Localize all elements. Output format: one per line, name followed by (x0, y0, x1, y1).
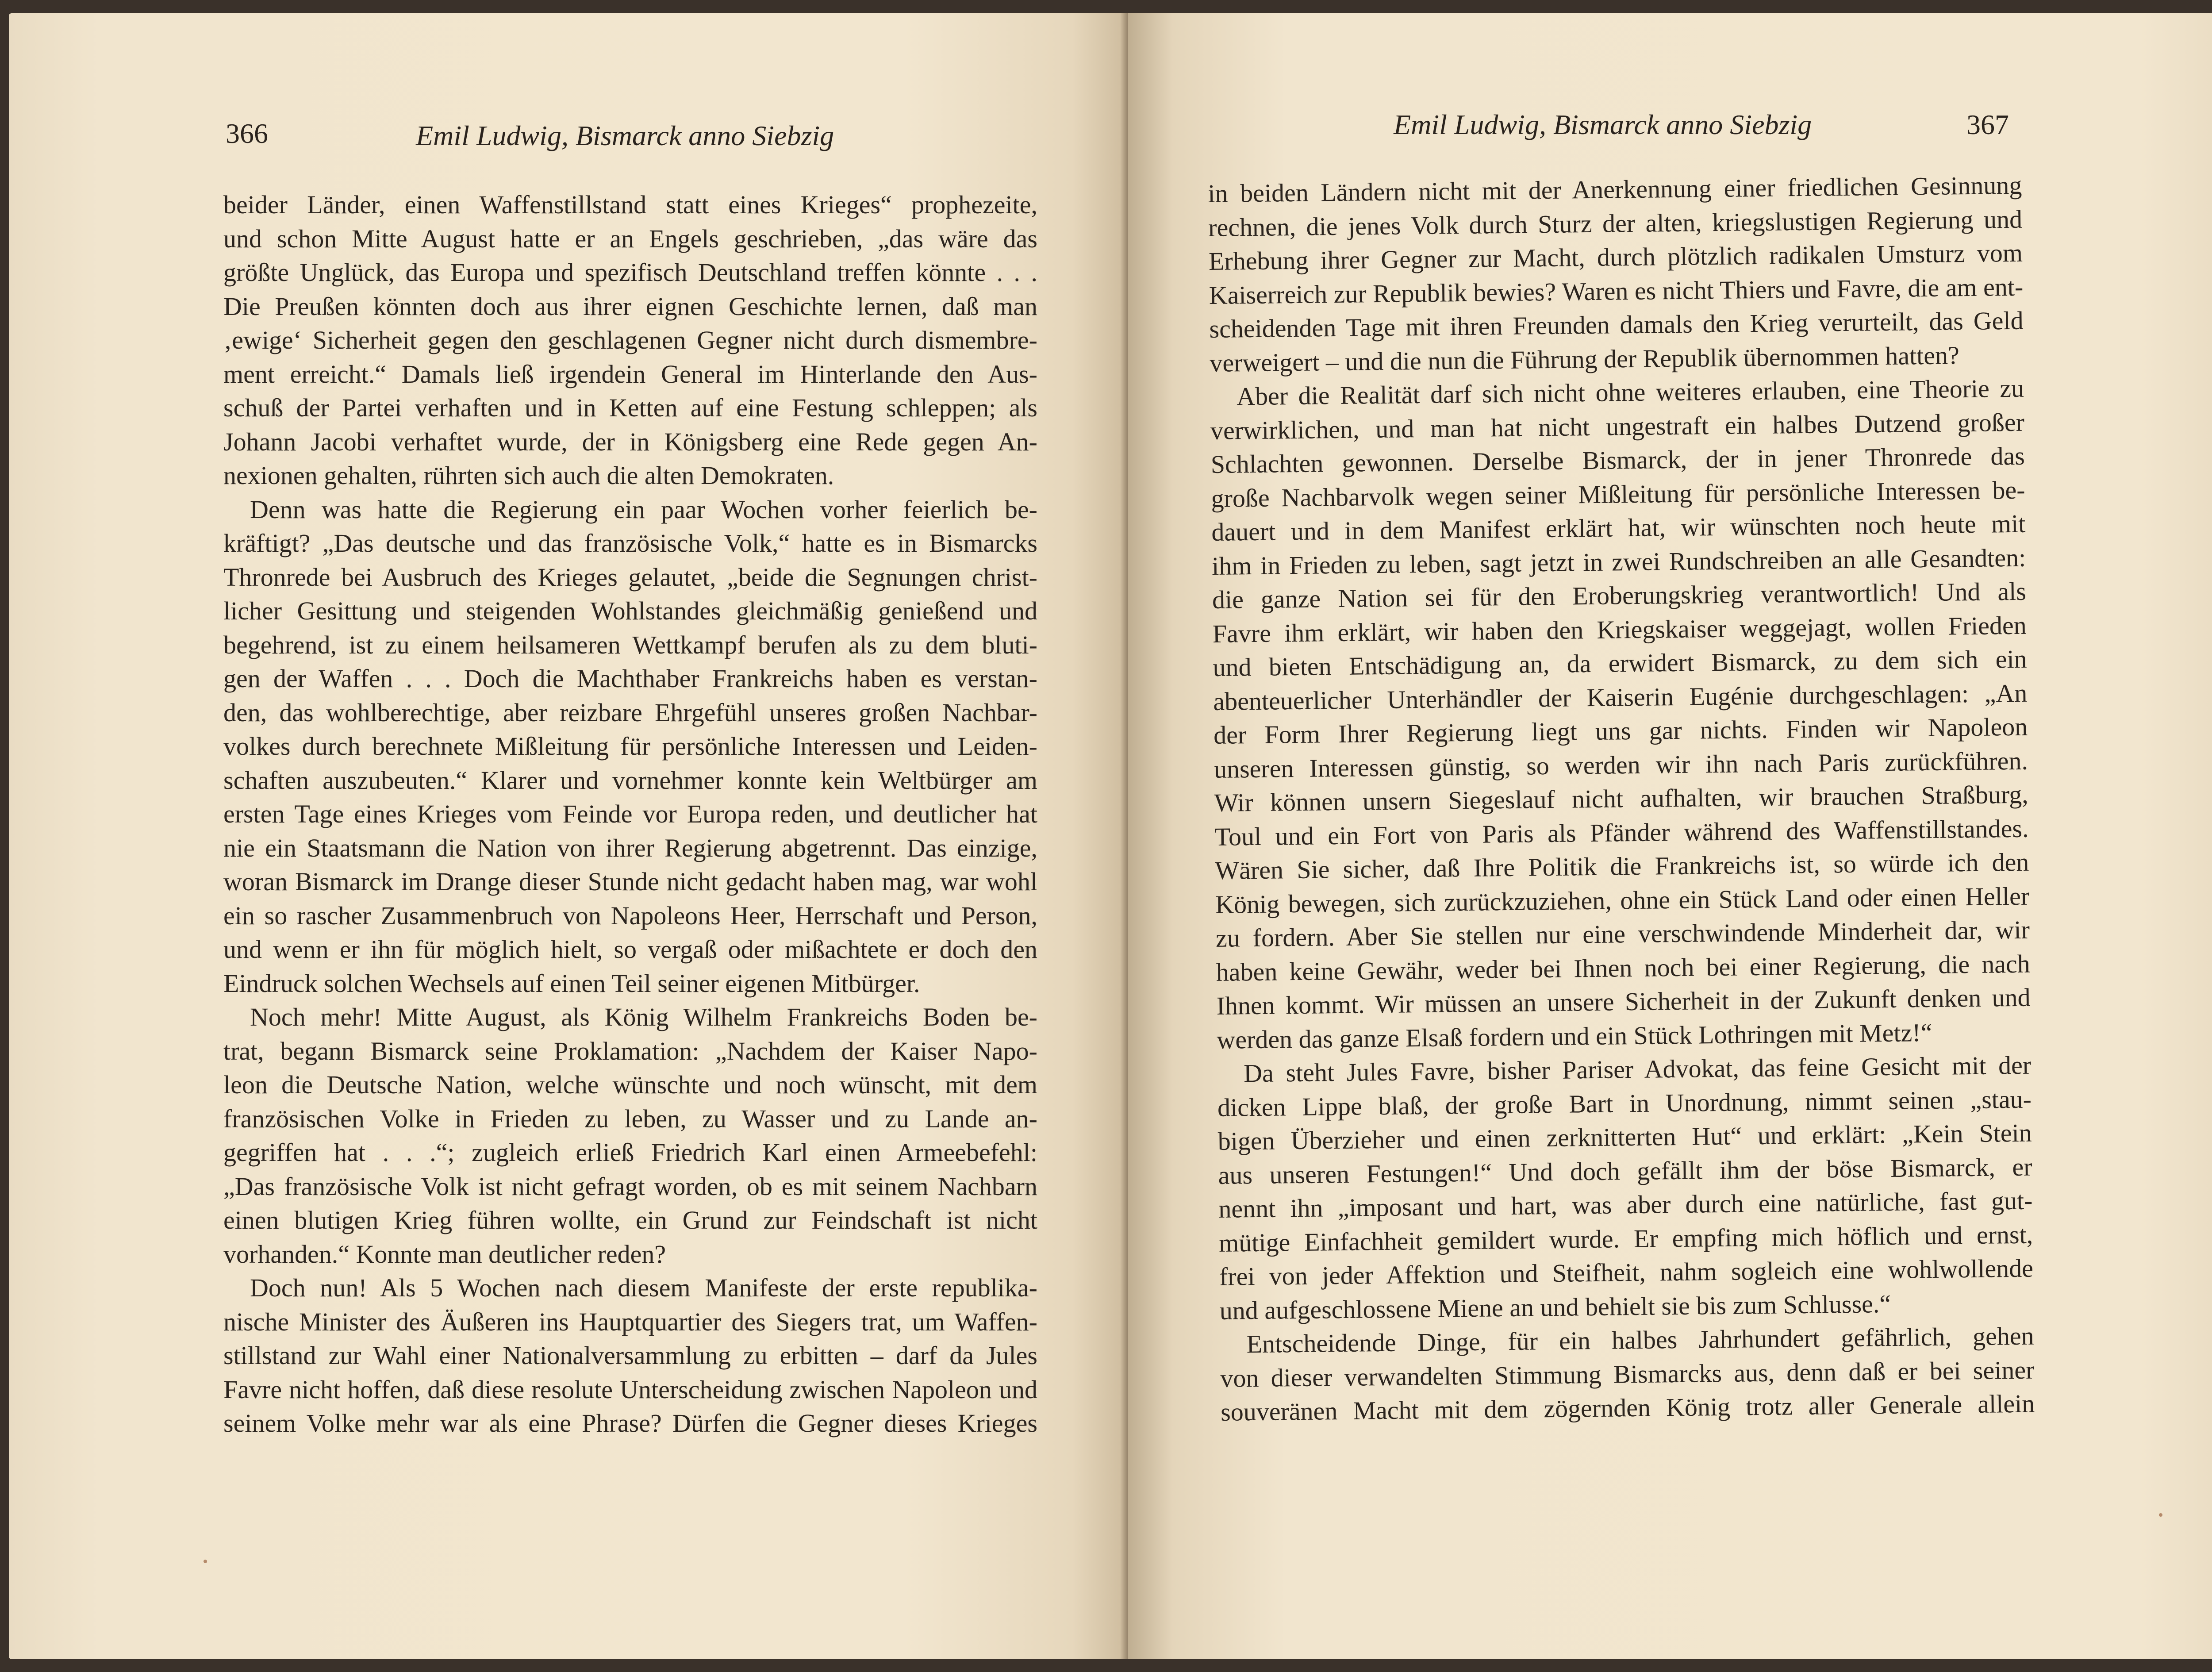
text-line: frei von jeder Affektion und Steifheit, nahm sogleich eine wohlwollende (1219, 1253, 2034, 1291)
text-line: werden das ganze Elsaß fordern und ein Stück Lothringen mit Metz!“ (1217, 1018, 1932, 1054)
running-head: Emil Ludwig, Bismarck anno Siebzig (1394, 109, 1812, 140)
text-line: trat, begann Bismarck seine Proklamation: „Nachdem der Kaiser Napo- (223, 1036, 1037, 1065)
text-line: ment erreicht.“ Damals ließ irgendein General im Hinterlande den Aus- (223, 359, 1037, 388)
text-line: Eindruck solchen Wechsels auf einen Teil seiner eigenen Mitbürger. (223, 969, 920, 998)
text-line: „Das französische Volk ist nicht gefragt worden, ob es mit seinem Nachbarn (223, 1172, 1037, 1201)
text-line: Johann Jacobi verhaftet wurde, der in Königsberg eine Rede gegen An- (223, 427, 1037, 456)
text-line: Die Preußen könnten doch aus ihrer eignen Geschichte lernen, daß man (223, 292, 1037, 321)
text-line: nexionen gehalten, rührten sich auch die alten Demokraten. (223, 461, 834, 490)
text-line: dauert und in dem Manifest erklärt hat, wir wünschten noch heute mit (1211, 509, 2026, 546)
text-line: Noch mehr! Mitte August, als König Wilhelm Frankreichs Boden be- (250, 1003, 1037, 1031)
text-line: Aber die Realität darf sich nicht ohne weiteres erlauben, eine Theorie zu (1236, 373, 2024, 411)
text-line: verwirklichen, und man hat nicht ungestraft ein halbes Dutzend großer (1210, 407, 2025, 445)
text-line: dicken Lippe blaß, der große Bart in Unordnung, nimmt seinen „stau- (1217, 1084, 2032, 1122)
right-text-block (1208, 169, 2035, 1430)
text-line: den, das wohlberechtige, aber reizbare Ehrgefühl unseres großen Nachbar- (223, 698, 1037, 727)
text-line: Wir können unsern Siegeslauf nicht aufhalten, wir brauchen Straßburg, (1214, 780, 2029, 817)
text-line: Favre ihm erklärt, wir haben den Kriegskaiser weggejagt, wollen Frieden (1212, 611, 2027, 648)
text-line: gegriffen hat . . .“; zugleich erließ Friedrich Karl einen Armeebefehl: (223, 1138, 1037, 1167)
text-line: bigen Überzieher und einen zerknitterten Hut“ und erklärt: „Kein Stein (1217, 1118, 2032, 1156)
text-line: aus unseren Festungen!“ Und doch gefällt ihm der böse Bismarck, er (1218, 1152, 2032, 1190)
text-line: und wenn er ihn für möglich hielt, so vergaß oder mißachtete er doch den (223, 935, 1037, 964)
text-line: verweigert – und die nun die Führung der Republik übernommen hatten? (1210, 340, 1960, 377)
text-line: abenteuerlicher Unterhändler der Kaiserin Eugénie durchgeschlagen: „An (1213, 678, 2028, 716)
text-line: Schlachten gewonnen. Derselbe Bismarck, der in jener Thronrede das (1210, 441, 2025, 479)
text-line: schuß der Partei verhaften und in Ketten auf eine Festung schleppen; als (223, 393, 1037, 422)
text-line: licher Gesittung und steigenden Wohlstandes gleichmäßig genießend und (223, 596, 1037, 625)
text-line: schaften auszubeuten.“ Klarer und vornehmer konnte kein Weltbürger am (223, 765, 1037, 795)
text-line: Denn was hatte die Regierung ein paar Wochen vorher feierlich be- (250, 495, 1037, 524)
running-head: Emil Ludwig, Bismarck anno Siebzig (416, 120, 834, 151)
text-line: seinem Volke mehr war als eine Phrase? Dürfen die Gegner dieses Krieges (223, 1409, 1037, 1438)
text-line: Doch nun! Als 5 Wochen nach diesem Manifeste der erste republika- (250, 1273, 1037, 1302)
text-line: der Form Ihrer Regierung liegt uns gar nichts. Finden wir Napoleon (1213, 712, 2028, 750)
text-line: von dieser verwandelten Stimmung Bismarcks aus, denn daß er bei seiner (1220, 1355, 2035, 1393)
text-line: Entscheidende Dinge, für ein halbes Jahrhundert gefährlich, gehen (1246, 1321, 2034, 1359)
paper-speck (2159, 1513, 2162, 1517)
text-line: und bieten Entschädigung an, da erwidert Bismarck, zu dem sich ein (1213, 644, 2027, 682)
text-line: Wären Sie sicher, daß Ihre Politik die Frankreichs ist, so würde ich den (1215, 847, 2029, 885)
text-line: und schon Mitte August hatte er an Engels geschrieben, „das wäre das (223, 224, 1037, 253)
text-line: die ganze Nation sei für den Eroberungskrieg verantwortlich! Und als (1212, 577, 2027, 614)
text-line: Favre nicht hoffen, daß diese resolute Unterscheidung zwischen Napoleon und (223, 1375, 1037, 1404)
page-number: 366 (226, 118, 268, 149)
left-text-block (223, 188, 1037, 1441)
text-line: nennt ihn „imposant und hart, was aber durch eine natürliche, fast gut- (1218, 1186, 2033, 1223)
text-line: gen der Waffen . . . Doch die Machthaber Frankreichs haben es verstan- (223, 664, 1037, 693)
text-line: französischen Volke in Frieden zu leben, zu Wasser und zu Lande an- (223, 1104, 1037, 1133)
left-page (9, 13, 1128, 1659)
text-line: woran Bismarck im Drange dieser Stunde nicht gedacht haben mag, war wohl (223, 867, 1037, 896)
text-line: stillstand zur Wahl einer Nationalversammlung zu erbitten – darf da Jules (223, 1341, 1037, 1370)
text-line: einen blutigen Krieg führen wollte, ein Grund zur Feindschaft ist nicht (223, 1206, 1037, 1234)
text-line: ‚ewige‘ Sicherheit gegen den geschlagenen Gegner nicht durch dismembre- (223, 326, 1037, 354)
text-line: und aufgeschlossene Miene an und behielt sie bis zum Schlusse.“ (1219, 1289, 1891, 1325)
text-line: zu fordern. Aber Sie stellen nur eine verschwindende Minderheit dar, wir (1215, 915, 2030, 953)
text-line: vorhanden.“ Konnte man deutlicher reden? (223, 1239, 666, 1268)
text-line: rechnen, die jenes Volk durch Sturz der alten, kriegslustigen Regierung und (1208, 204, 2023, 242)
text-line: Thronrede bei Ausbruch des Krieges gelautet, „beide die Segnungen christ- (223, 562, 1037, 592)
text-line: mütige Einfachheit gemildert wurde. Er empfing mich höflich und ernst, (1218, 1220, 2033, 1257)
text-line: große Nachbarvolk wegen seiner Mißleitung für persönliche Interessen be- (1211, 475, 2025, 513)
text-line: haben keine Gewähr, weder bei Ihnen noch bei einer Regierung, die nach (1216, 949, 2031, 987)
right-page (1128, 13, 2212, 1659)
page-number: 367 (1966, 109, 2009, 140)
text-line: scheidenden Tage mit ihren Freunden damals den Krieg verurteilt, das Geld (1209, 306, 2024, 343)
text-line: Toul und ein Fort von Paris als Pfänder während des Waffenstillstandes. (1214, 814, 2029, 851)
text-line: größte Unglück, das Europa und spezifisch Deutschland treffen könnte . . . (223, 258, 1037, 287)
text-line: beider Länder, einen Waffenstillstand statt eines Krieges“ prophezeite, (223, 190, 1037, 219)
text-line: Erhebung ihrer Gegner zur Macht, durch plötzlich radikalen Umsturz vom (1208, 238, 2023, 276)
text-line: Da steht Jules Favre, bisher Pariser Advokat, das feine Gesicht mit der (1243, 1050, 2032, 1088)
text-line: ihm in Frieden zu leben, sagt jetzt in zwei Rundschreiben an alle Gesandten: (1211, 543, 2026, 580)
text-line: volkes durch berechnete Mißleitung für persönliche Interessen und Leiden- (223, 732, 1037, 761)
text-line: leon die Deutsche Nation, welche wünschte und noch wünscht, mit dem (223, 1070, 1037, 1099)
text-line: in beiden Ländern nicht mit der Anerkennung einer friedlichen Gesinnung (1208, 170, 2022, 208)
text-line: ersten Tage eines Krieges vom Feinde vor Europa reden, und deutlicher hat (223, 799, 1037, 828)
text-line: Ihnen kommt. Wir müssen an unsere Sicherheit in der Zukunft denken und (1216, 983, 2031, 1020)
text-line: Kaiserreich zur Republik bewies? Waren es nicht Thiers und Favre, die am ent- (1209, 272, 2024, 310)
text-line: souveränen Macht mit dem zögernden König trotz aller Generale allein (1220, 1389, 2035, 1426)
text-line: nie ein Staatsmann die Nation von ihrer Regierung abgetrennt. Das einzige, (223, 833, 1037, 862)
text-line: König bewegen, sich zurückzuziehen, ohne ein Stück Land oder einen Heller (1215, 881, 2030, 919)
text-line: begehrend, ist zu einem heilsameren Wettkampf berufen als zu dem bluti- (223, 630, 1037, 659)
text-line: nische Minister des Äußeren ins Hauptquartier des Siegers trat, um Waffen- (223, 1307, 1037, 1336)
paper-speck (204, 1560, 207, 1563)
text-line: ein so rascher Zusammenbruch von Napoleons Heer, Herrschaft und Person, (223, 901, 1037, 930)
text-line: unseren Interessen günstig, so werden wir ihn nach Paris zurückführen. (1214, 746, 2028, 784)
text-line: kräftigt? „Das deutsche und das französische Volk,“ hatte es in Bismarcks (223, 529, 1037, 557)
